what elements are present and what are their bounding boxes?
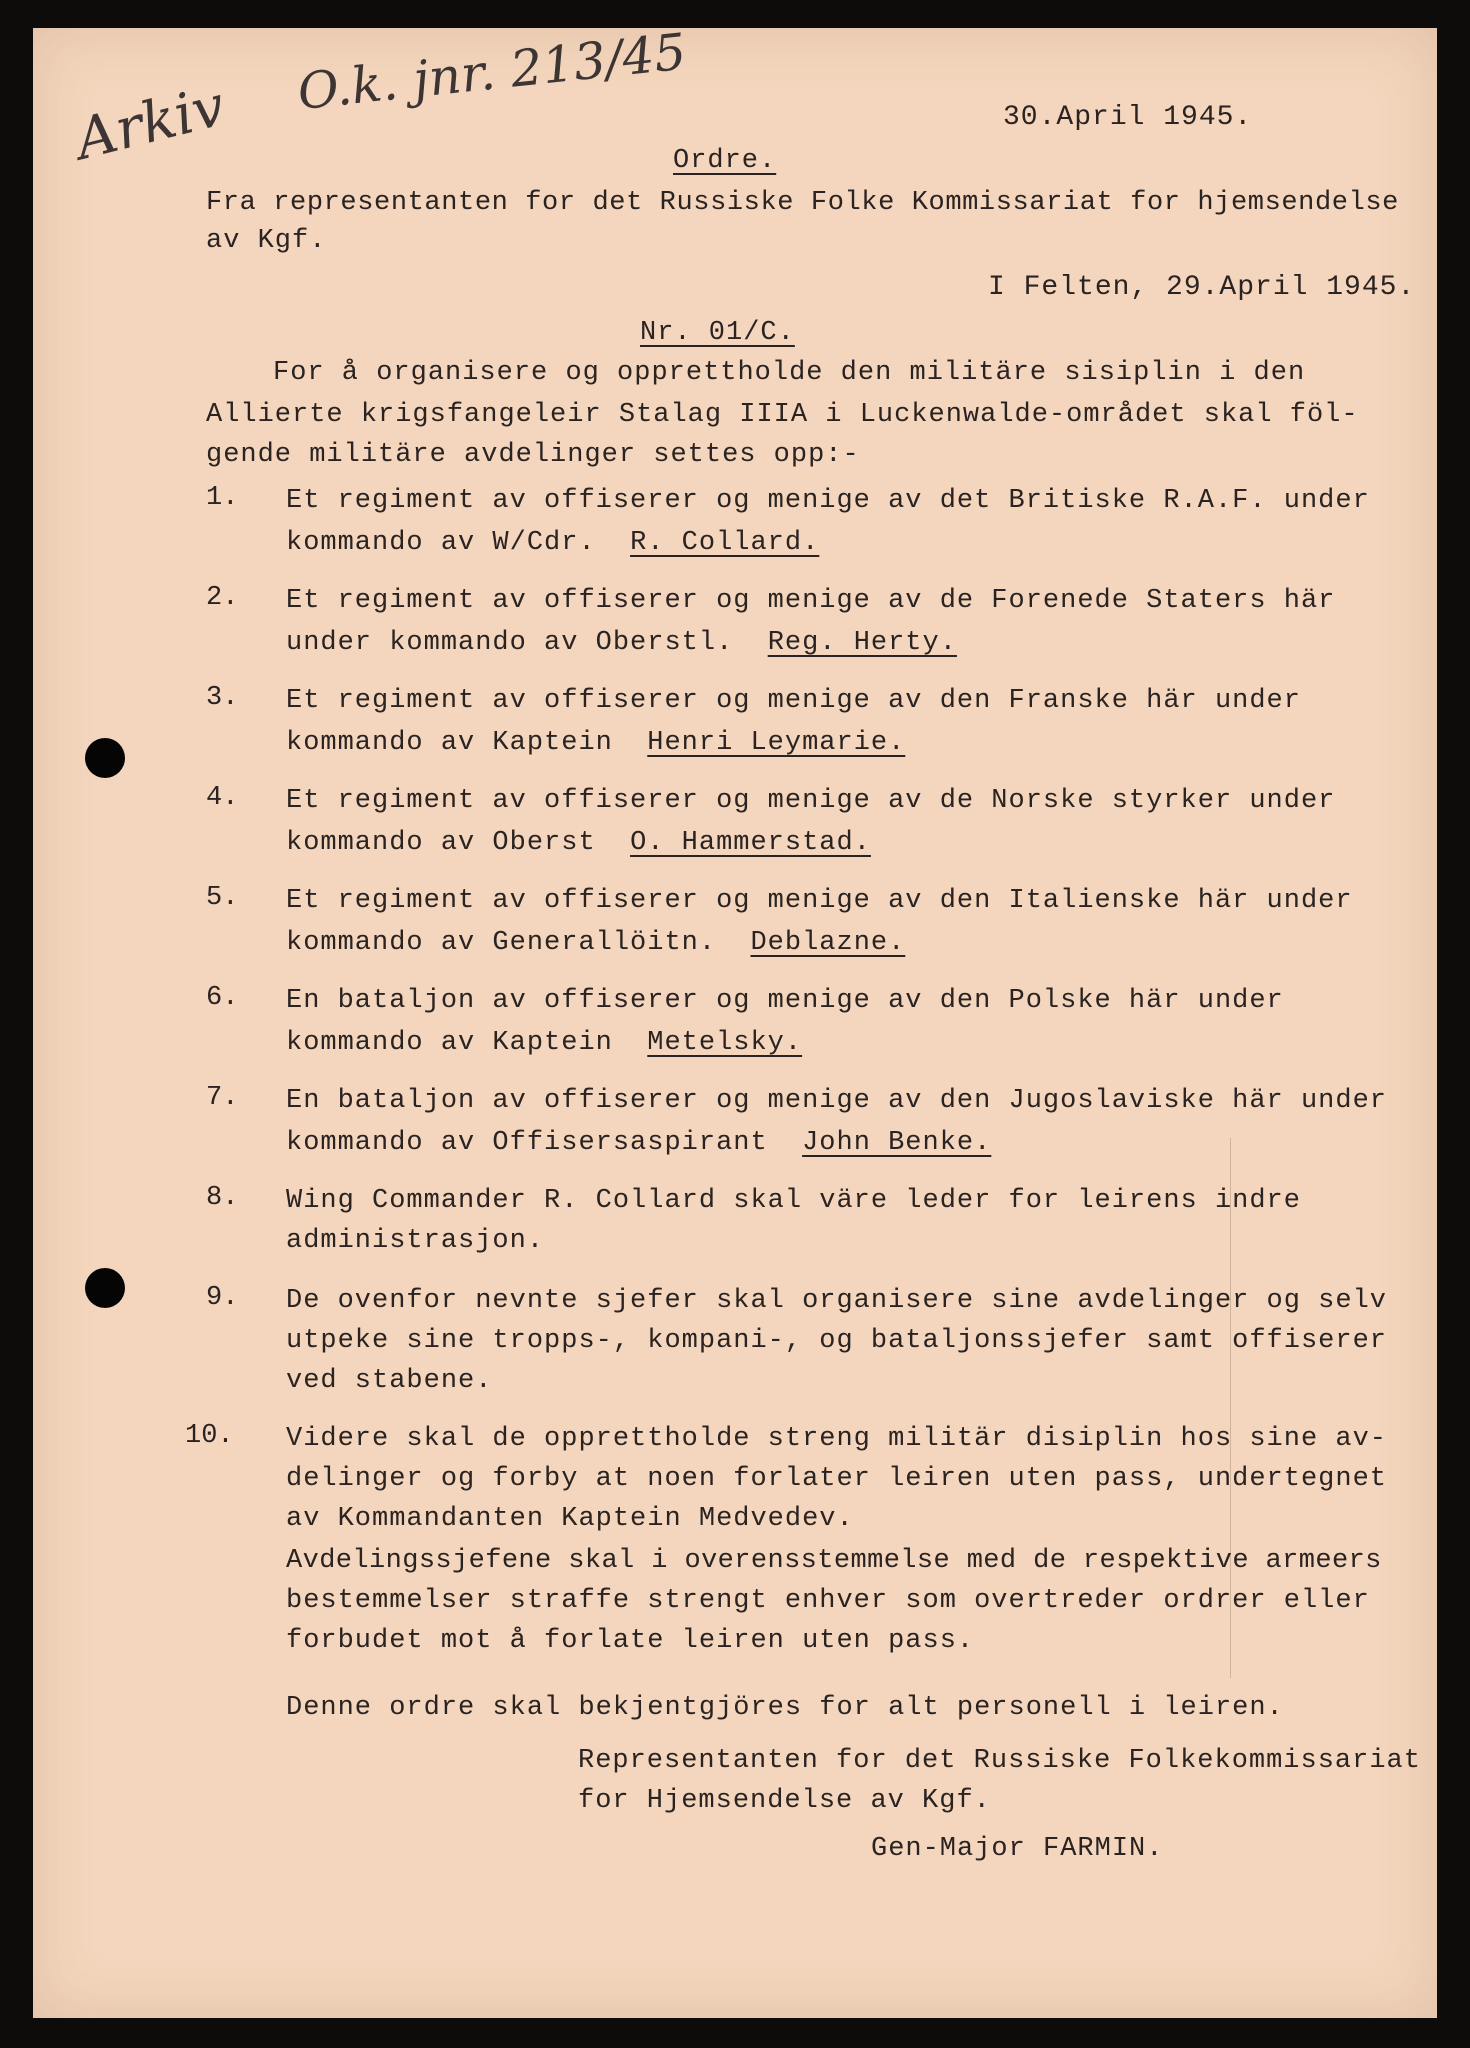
item-line-2-text: kommando av W/Cdr. [286, 528, 596, 558]
place-and-date: I Felten, 29.April 1945. [988, 272, 1416, 303]
intro-line-3: gende militäre avdelinger settes opp:- [206, 440, 860, 470]
item-line-1: Et regiment av offiserer og menige av de Forenede Staters här [286, 586, 1336, 616]
closing-statement: Denne ordre skal bekjentgjöres for alt personell i leiren. [286, 1693, 1284, 1723]
punch-hole [85, 1268, 125, 1308]
intro-line-1: For å organisere og opprettholde den militäre sisiplin i den [273, 358, 1306, 388]
item-number: 10. [185, 1421, 234, 1451]
item-number: 3. [206, 683, 239, 713]
from-line-2: av Kgf. [206, 226, 327, 256]
intro-line-2: Allierte krigsfangeleir Stalag IIIA i Luckenwalde-området skal föl- [206, 400, 1359, 430]
item-line-4: Avdelingssjefene skal i overensstemmelse med de respektive armeers [286, 1546, 1382, 1576]
commander-name: Reg. Herty. [767, 628, 957, 658]
item-line-3: ved stabene. [286, 1366, 493, 1396]
item-line-2-text: kommando av Kaptein [286, 728, 613, 758]
item-line-2: utpeke sine tropps-, kompani-, og bataljonssjefer samt offiserer [286, 1326, 1387, 1356]
item-line-1: En bataljon av offiserer og menige av den Polske här under [286, 986, 1284, 1016]
signature-line-2: for Hjemsendelse av Kgf. [578, 1786, 991, 1816]
commander-name: John Benke. [802, 1128, 992, 1158]
item-number: 7. [206, 1083, 239, 1113]
item-line-1: Et regiment av offiserer og menige av den Franske här under [286, 686, 1301, 716]
item-line-2-text: under kommando av Oberstl. [286, 628, 734, 658]
item-number: 1. [206, 483, 239, 513]
document-date: 30.April 1945. [1003, 102, 1253, 133]
item-line-1: Et regiment av offiserer og menige av den Italienske här under [286, 886, 1353, 916]
commander-name: R. Collard. [630, 528, 820, 558]
order-number: Nr. 01/C. [640, 318, 795, 348]
item-number: 4. [206, 783, 239, 813]
item-line-3: av Kommandanten Kaptein Medvedev. [286, 1504, 854, 1534]
commander-name: O. Hammerstad. [630, 828, 871, 858]
commander-name: Metelsky. [647, 1028, 803, 1058]
punch-hole [85, 738, 125, 778]
commander-name: Henri Leymarie. [647, 728, 906, 758]
item-line-1: En bataljon av offiserer og menige av den Jugoslaviske här under [286, 1086, 1387, 1116]
item-number: 5. [206, 883, 239, 913]
handwritten-journal-number: O.k. jnr. 213/45 [294, 22, 689, 121]
item-line-2-text: kommando av Kaptein [286, 1028, 613, 1058]
item-number: 2. [206, 583, 239, 613]
item-line-1: Et regiment av offiserer og menige av de Norske styrker under [286, 786, 1336, 816]
document-title: Ordre. [673, 146, 777, 176]
item-line-1: De ovenfor nevnte sjefer skal organisere sine avdelinger og selv [286, 1286, 1387, 1316]
item-line-2: delinger og forby at noen forlater leiren uten pass, undertegnet [286, 1464, 1387, 1494]
from-line-1: Fra representanten for det Russiske Folke Kommissariat for hjemsendelse [206, 188, 1399, 218]
item-line-6: forbudet mot å forlate leiren uten pass. [286, 1626, 975, 1656]
item-line-2-text: kommando av Generallöitn. [286, 928, 717, 958]
item-number: 9. [206, 1283, 239, 1313]
item-line-2-text: kommando av Oberst [286, 828, 596, 858]
item-number: 8. [206, 1183, 239, 1213]
item-line-1: Et regiment av offiserer og menige av det Britiske R.A.F. under [286, 486, 1370, 516]
item-line-2-text: kommando av Offisersaspirant [286, 1128, 768, 1158]
item-line-2: administrasjon. [286, 1226, 545, 1256]
handwritten-archive-note: Arkiv [69, 73, 232, 173]
item-line-1: Videre skal de opprettholde streng militär disiplin hos sine av- [286, 1424, 1387, 1454]
item-line-1: Wing Commander R. Collard skal väre leder for leirens indre [286, 1186, 1301, 1216]
signatory-name: Gen-Major FARMIN. [871, 1834, 1164, 1864]
commander-name: Deblazne. [750, 928, 906, 958]
signature-line-1: Representanten for det Russiske Folkekommissariat [578, 1746, 1421, 1776]
item-number: 6. [206, 983, 239, 1013]
item-line-5: bestemmelser straffe strengt enhver som overtreder ordrer eller [286, 1586, 1370, 1616]
document-page [33, 22, 1437, 2018]
